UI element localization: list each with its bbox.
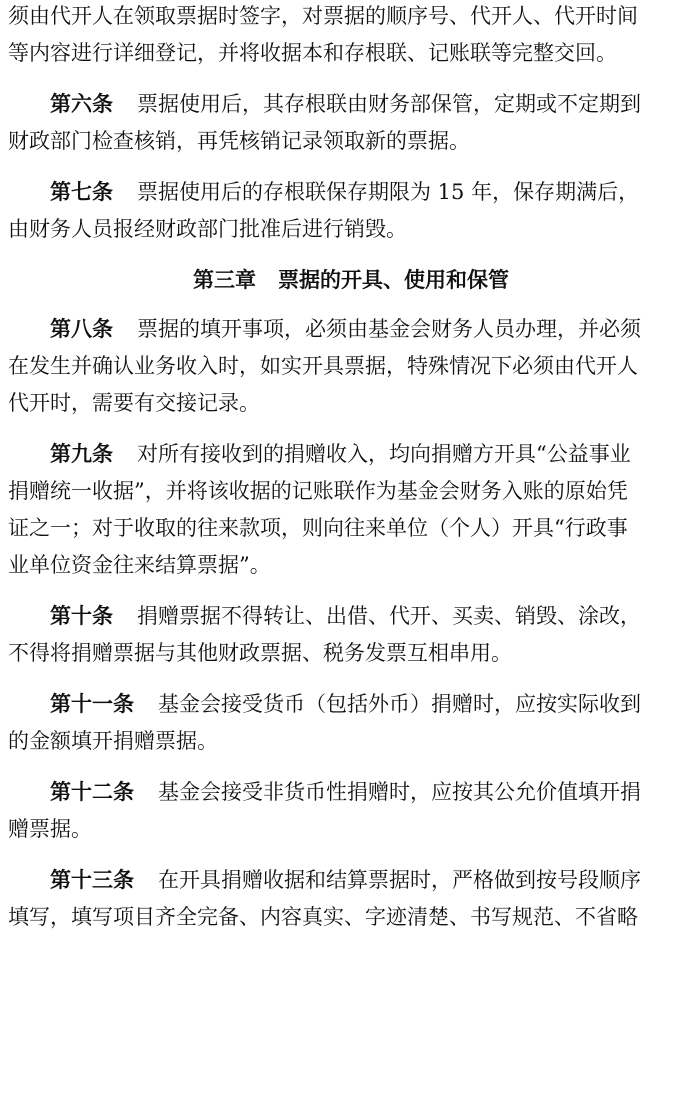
- article-11: [8, 686, 694, 760]
- article-6: [8, 86, 694, 160]
- paragraph-line: 的金额填开捐赠票据。: [8, 729, 218, 753]
- article-text: 对所有接收到的捐赠收入，均向捐赠方开具“公益事业: [137, 442, 631, 466]
- article-label: 第十一条: [50, 692, 134, 716]
- article-label: 第十二条: [50, 780, 134, 804]
- paragraph-line: 须由代开人在领取票据时签字，对票据的顺序号、代开人、代开时间: [8, 4, 638, 28]
- paragraph-line: 财政部门检查核销，再凭核销记录领取新的票据。: [8, 129, 470, 153]
- article-text: 票据使用后，其存根联由财务部保管，定期或不定期到: [137, 92, 641, 116]
- chapter-number: 第三章: [193, 268, 256, 292]
- paragraph-line: 在发生并确认业务收入时，如实开具票据，特殊情况下必须由代开人: [8, 354, 638, 378]
- paragraph-line: 等内容进行详细登记，并将收据本和存根联、记账联等完整交回。: [8, 41, 617, 65]
- lead-paragraph: [8, 0, 694, 72]
- article-13: [8, 862, 694, 936]
- paragraph-line: [8, 774, 694, 811]
- paragraph-line: 捐赠统一收据”，并将该收据的记账联作为基金会财务入账的原始凭: [8, 479, 628, 503]
- paragraph-line: 代开时，需要有交接记录。: [8, 391, 260, 415]
- article-label: 第八条: [50, 317, 113, 341]
- article-text: 在开具捐赠收据和结算票据时，严格做到按号段顺序: [158, 868, 641, 892]
- paragraph-line: [8, 436, 694, 473]
- article-12: [8, 774, 694, 848]
- article-label: 第十三条: [50, 868, 134, 892]
- paragraph-line: [8, 86, 694, 123]
- article-9: [8, 436, 694, 584]
- paragraph-line: 证之一；对于收取的往来款项，则向往来单位（个人）开具“行政事: [8, 516, 628, 540]
- paragraph-line: [8, 174, 694, 211]
- paragraph-line: [8, 686, 694, 723]
- paragraph-line: 赠票据。: [8, 817, 92, 841]
- article-8: [8, 311, 694, 422]
- paragraph-line: 不得将捐赠票据与其他财政票据、税务发票互相串用。: [8, 641, 512, 665]
- chapter-heading: [8, 262, 694, 299]
- article-text: 捐赠票据不得转让、出借、代开、买卖、销毁、涂改，: [137, 604, 641, 628]
- article-text: 票据使用后的存根联保存期限为 15 年，保存期满后，: [137, 180, 640, 204]
- paragraph-line: [8, 311, 694, 348]
- article-text: 基金会接受货币（包括外币）捐赠时，应按实际收到: [158, 692, 641, 716]
- article-label: 第九条: [50, 442, 113, 466]
- paragraph-line: 填写，填写项目齐全完备、内容真实、字迹清楚、书写规范、不省略: [8, 905, 638, 929]
- article-text: 票据的填开事项，必须由基金会财务人员办理，并必须: [137, 317, 641, 341]
- chapter-title: 票据的开具、使用和保管: [278, 268, 509, 292]
- article-10: [8, 598, 694, 672]
- paragraph-line: 由财务人员报经财政部门批准后进行销毁。: [8, 217, 407, 241]
- paragraph-line: [8, 862, 694, 899]
- article-text: 基金会接受非货币性捐赠时，应按其公允价值填开捐: [158, 780, 641, 804]
- article-label: 第六条: [50, 92, 113, 116]
- article-7: [8, 174, 694, 248]
- article-label: 第七条: [50, 180, 113, 204]
- paragraph-line: 业单位资金往来结算票据”。: [8, 553, 271, 577]
- paragraph-line: [8, 598, 694, 635]
- article-label: 第十条: [50, 604, 113, 628]
